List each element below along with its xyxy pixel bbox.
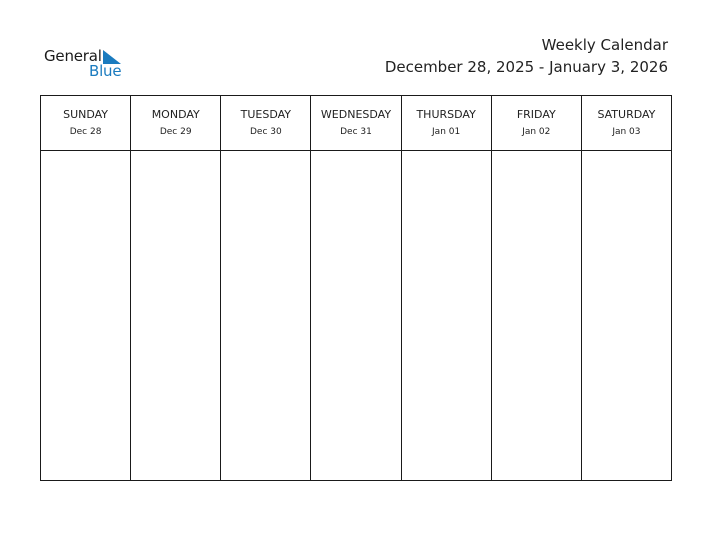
- day-header: [492, 96, 581, 151]
- week-grid: [40, 95, 672, 481]
- day-header: [582, 96, 671, 151]
- day-cell[interactable]: [221, 151, 310, 480]
- day-date: Dec 28: [69, 127, 102, 137]
- logo-text-general: General: [44, 47, 102, 65]
- day-name: SUNDAY: [63, 108, 109, 121]
- day-header: [131, 96, 220, 151]
- day-name: MONDAY: [151, 108, 200, 121]
- day-cell[interactable]: [311, 151, 400, 480]
- day-header: [41, 96, 130, 151]
- day-header: [221, 96, 310, 151]
- day-column-sunday: [41, 96, 131, 480]
- day-date: Jan 03: [612, 127, 641, 137]
- day-cell[interactable]: [402, 151, 491, 480]
- calendar-date-range: December 28, 2025 - January 3, 2026: [384, 58, 668, 76]
- day-cell[interactable]: [131, 151, 220, 480]
- day-column-friday: [492, 96, 582, 480]
- generalblue-logo: [44, 47, 134, 81]
- day-name: THURSDAY: [416, 108, 476, 121]
- day-date: Jan 02: [522, 127, 551, 137]
- calendar-header: [385, 35, 668, 77]
- day-column-wednesday: [311, 96, 401, 480]
- day-cell[interactable]: [41, 151, 130, 480]
- day-date: Dec 30: [249, 127, 282, 137]
- day-date: Dec 29: [159, 127, 192, 137]
- day-name: TUESDAY: [240, 108, 292, 121]
- day-name: SATURDAY: [597, 108, 656, 121]
- day-header: [311, 96, 400, 151]
- day-name: WEDNESDAY: [320, 108, 392, 121]
- day-date: Dec 31: [340, 127, 372, 137]
- calendar-title: Weekly Calendar: [541, 36, 668, 54]
- day-cell[interactable]: [582, 151, 671, 480]
- day-name: FRIDAY: [516, 108, 556, 121]
- day-cell[interactable]: [492, 151, 581, 480]
- day-column-tuesday: [221, 96, 311, 480]
- day-column-saturday: [582, 96, 671, 480]
- day-date: Jan 01: [432, 127, 461, 137]
- day-column-thursday: [402, 96, 492, 480]
- day-column-monday: [131, 96, 221, 480]
- day-header: [402, 96, 491, 151]
- logo-text-blue: Blue: [89, 62, 122, 80]
